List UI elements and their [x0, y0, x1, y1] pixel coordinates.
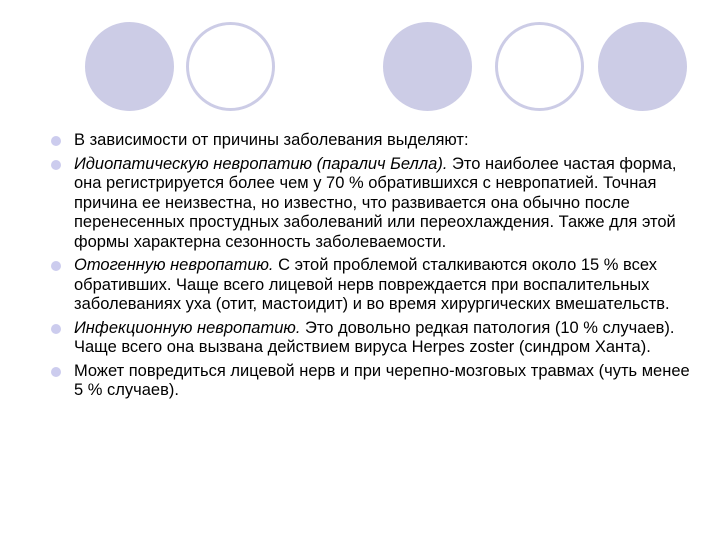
- decorative-circle-outline: [186, 22, 275, 111]
- decorative-circle-filled: [85, 22, 174, 111]
- decorative-circle-filled: [383, 22, 472, 111]
- bullet-dot-icon: [51, 261, 61, 271]
- item-text: Может повредиться лицевой нерв и при черепно-мозговых травмах (чуть менее 5 % случаев).: [74, 361, 690, 399]
- list-item: [50, 319, 690, 358]
- item-lead: Идиопатическую невропатию (паралич Белла).: [74, 154, 448, 173]
- item-lead: Отогенную невропатию.: [74, 256, 274, 274]
- decorative-circle-outline: [495, 22, 584, 111]
- list-item: [50, 362, 690, 401]
- item-text: Это наиболее частая форма, она регистрируется более чем у 70 % обратившихся с невропатией. Точная причина ее неизвестна, но известно, что развивается она обычно после перенесенных простудных заболеваний или переохлаждения. Также для этой формы характерна сезонность заболеваемости.: [74, 154, 677, 251]
- bullet-dot-icon: [51, 324, 61, 334]
- list-item: [50, 256, 690, 315]
- item-text: Это довольно редкая патология (10 % случаев). Чаще всего она вызвана действием вируса Herpes zoster (синдром Ханта).: [74, 318, 675, 356]
- decorative-circle-filled: [598, 22, 687, 111]
- item-text: В зависимости от причины заболевания выделяют:: [74, 131, 469, 149]
- bullet-dot-icon: [51, 367, 61, 377]
- bullet-dot-icon: [51, 136, 61, 146]
- bullet-dot-icon: [51, 160, 61, 170]
- item-lead: Инфекционную невропатию.: [74, 318, 301, 337]
- item-text: С этой проблемой сталкиваются около 15 % всех обративших. Чаще всего лицевой нерв повреждается при воспалительных заболеваниях уха (отит, мастоидит) и во время хирургических вмешательств.: [74, 256, 670, 313]
- bullet-list: [50, 131, 690, 405]
- list-item: [50, 131, 690, 151]
- list-item: [50, 155, 690, 253]
